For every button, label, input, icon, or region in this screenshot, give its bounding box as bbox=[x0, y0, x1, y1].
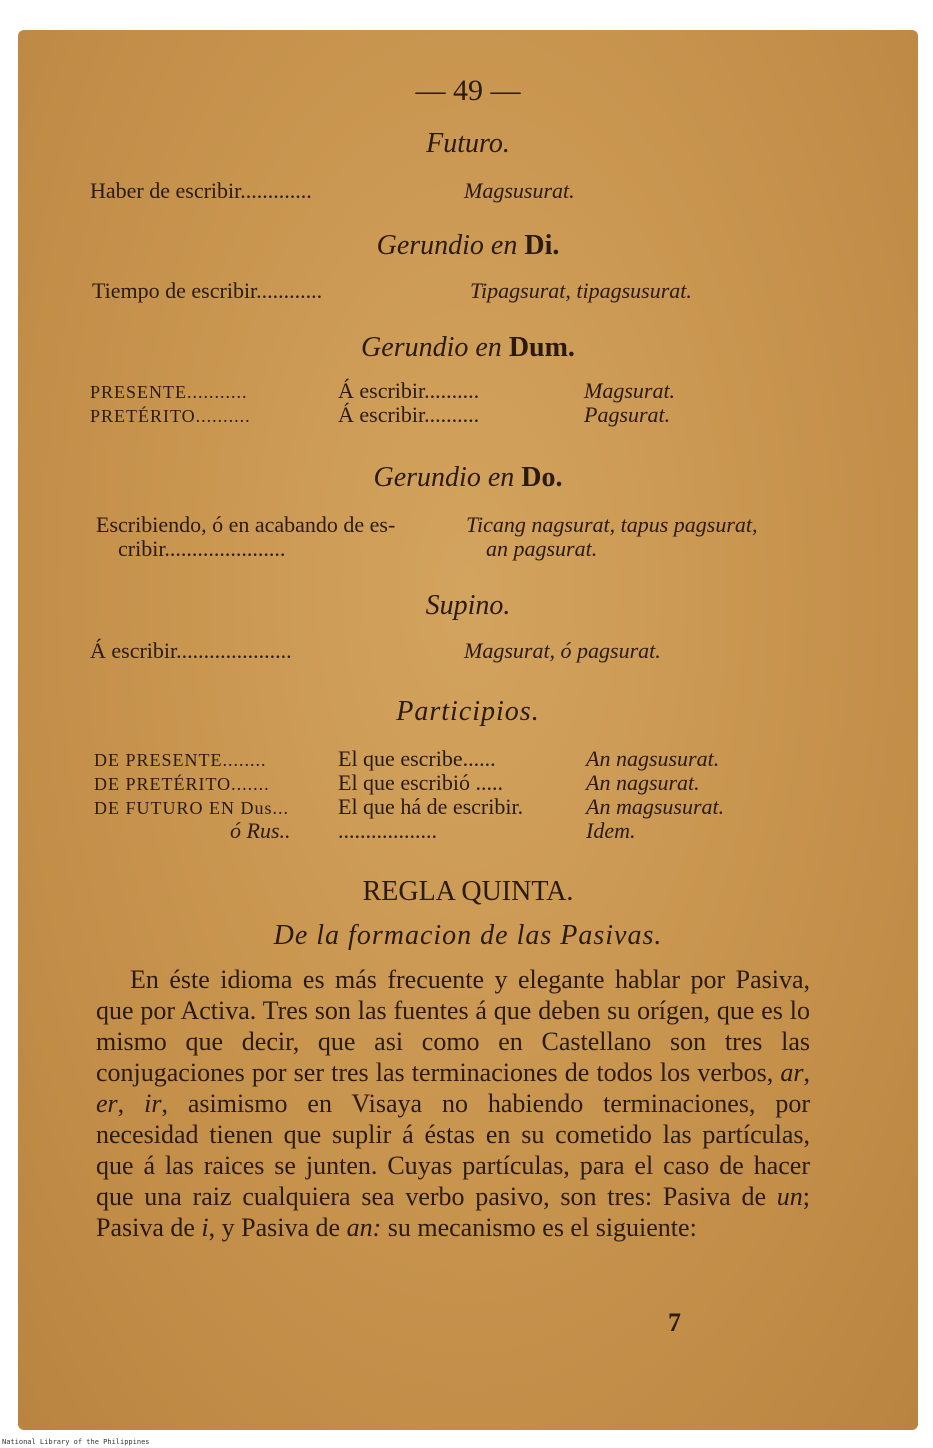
futuro-left: Haber de escribir............. bbox=[90, 178, 312, 203]
regla-subtitle: De la formacion de las Pasivas. bbox=[273, 920, 663, 951]
document-page bbox=[18, 30, 918, 1430]
participio-row-label: DE PRESENTE........ bbox=[94, 750, 267, 770]
para-ending: ir bbox=[144, 1089, 162, 1118]
dum-row-mid: Á escribir.......... bbox=[338, 402, 480, 427]
footer-credit: National Library of the Philippines bbox=[2, 1438, 150, 1446]
signature-mark: 7 bbox=[668, 1308, 681, 1337]
gerundio-do-left-2: cribir...................... bbox=[118, 536, 286, 561]
para-part: , y Pasiva de bbox=[208, 1213, 347, 1242]
para-part: ; Pasiva de bbox=[96, 1182, 810, 1242]
futuro-right: Magsusurat. bbox=[464, 178, 575, 203]
body-paragraph bbox=[96, 964, 810, 1243]
participio-row-mid: El que escribió ..... bbox=[338, 770, 503, 795]
para-ending: er bbox=[96, 1089, 118, 1118]
participio-row-mid: El que há de escribir. bbox=[338, 794, 524, 819]
supino-left: Á escribir..................... bbox=[90, 638, 292, 663]
gerundio-di-right: Tipagsurat, tipagsusurat. bbox=[470, 278, 692, 303]
heading-gerundio-dum bbox=[18, 332, 918, 364]
heading-gerundio-di bbox=[18, 230, 918, 262]
dum-row-label: PRETÉRITO.......... bbox=[90, 406, 251, 426]
para-part: su mecanismo es el siguiente: bbox=[381, 1213, 697, 1242]
para-particle: i bbox=[201, 1213, 209, 1242]
participio-row-right: An magsusurat. bbox=[586, 794, 725, 819]
para-sep: , bbox=[803, 1058, 810, 1087]
participio-row-mid: .................. bbox=[338, 818, 437, 843]
heading-gerundio-di-bold: Di. bbox=[524, 230, 560, 261]
gerundio-do-left-1: Escribiendo, ó en acabando de es- bbox=[96, 512, 396, 537]
regla-title: REGLA QUINTA. bbox=[362, 876, 574, 907]
gerundio-di-left: Tiempo de escribir............ bbox=[92, 278, 323, 303]
participio-row-mid: El que escribe...... bbox=[338, 746, 496, 771]
participio-row-label: ó Rus.. bbox=[230, 818, 291, 843]
participio-row-right: An nagsusurat. bbox=[586, 746, 720, 771]
gerundio-do-right-2: an pagsurat. bbox=[486, 536, 598, 561]
participio-row-label: DE PRETÉRITO....... bbox=[94, 774, 270, 794]
participio-row-label: DE FUTURO EN Dus... bbox=[94, 798, 290, 818]
page-number: — 49 — bbox=[415, 74, 521, 107]
para-part: , asimismo en Visaya no habiendo terminaciones, por necesidad tienen que suplir á éstas en su cometido las partículas, que á las raices se junten. Cuyas partículas, para el caso de hacer que una raiz cualquiera sea verbo pasivo, son tres: Pasiva de bbox=[96, 1089, 811, 1211]
dum-row-right: Pagsurat. bbox=[584, 402, 671, 427]
heading-gerundio-do-bold: Do. bbox=[521, 462, 563, 493]
dum-row-label: PRESENTE........... bbox=[90, 382, 248, 402]
gerundio-do-right-1: Ticang nagsurat, tapus pagsurat, bbox=[466, 512, 758, 537]
participio-row-right: Idem. bbox=[586, 818, 636, 843]
heading-supino: Supino. bbox=[425, 590, 511, 621]
dum-row-right: Magsurat. bbox=[584, 378, 676, 403]
heading-gerundio-do-text: Gerundio en bbox=[373, 462, 515, 493]
para-part: En éste idioma es más frecuente y elegante hablar por Pasiva, que por Activa. Tres son las fuentes á que deben su orígen, que es lo mismo que decir, que asi como en Castellano son tres las conjugaciones por ser tres las terminaciones de todos los verbos, bbox=[96, 965, 810, 1087]
heading-futuro: Futuro. bbox=[426, 128, 510, 159]
para-particle: un bbox=[776, 1182, 803, 1211]
dum-row-mid: Á escribir.......... bbox=[338, 378, 480, 403]
heading-participios: Participios. bbox=[396, 696, 540, 727]
heading-gerundio-di-text: Gerundio en bbox=[376, 230, 518, 261]
heading-gerundio-dum-text: Gerundio en bbox=[361, 332, 502, 363]
heading-gerundio-dum-bold: Dum. bbox=[508, 332, 575, 363]
para-sep: , bbox=[117, 1089, 145, 1118]
para-particle: an: bbox=[346, 1213, 382, 1242]
participio-row-right: An nagsurat. bbox=[586, 770, 700, 795]
heading-gerundio-do bbox=[18, 462, 918, 494]
supino-right: Magsurat, ó pagsurat. bbox=[464, 638, 661, 663]
para-ending: ar bbox=[780, 1058, 804, 1087]
